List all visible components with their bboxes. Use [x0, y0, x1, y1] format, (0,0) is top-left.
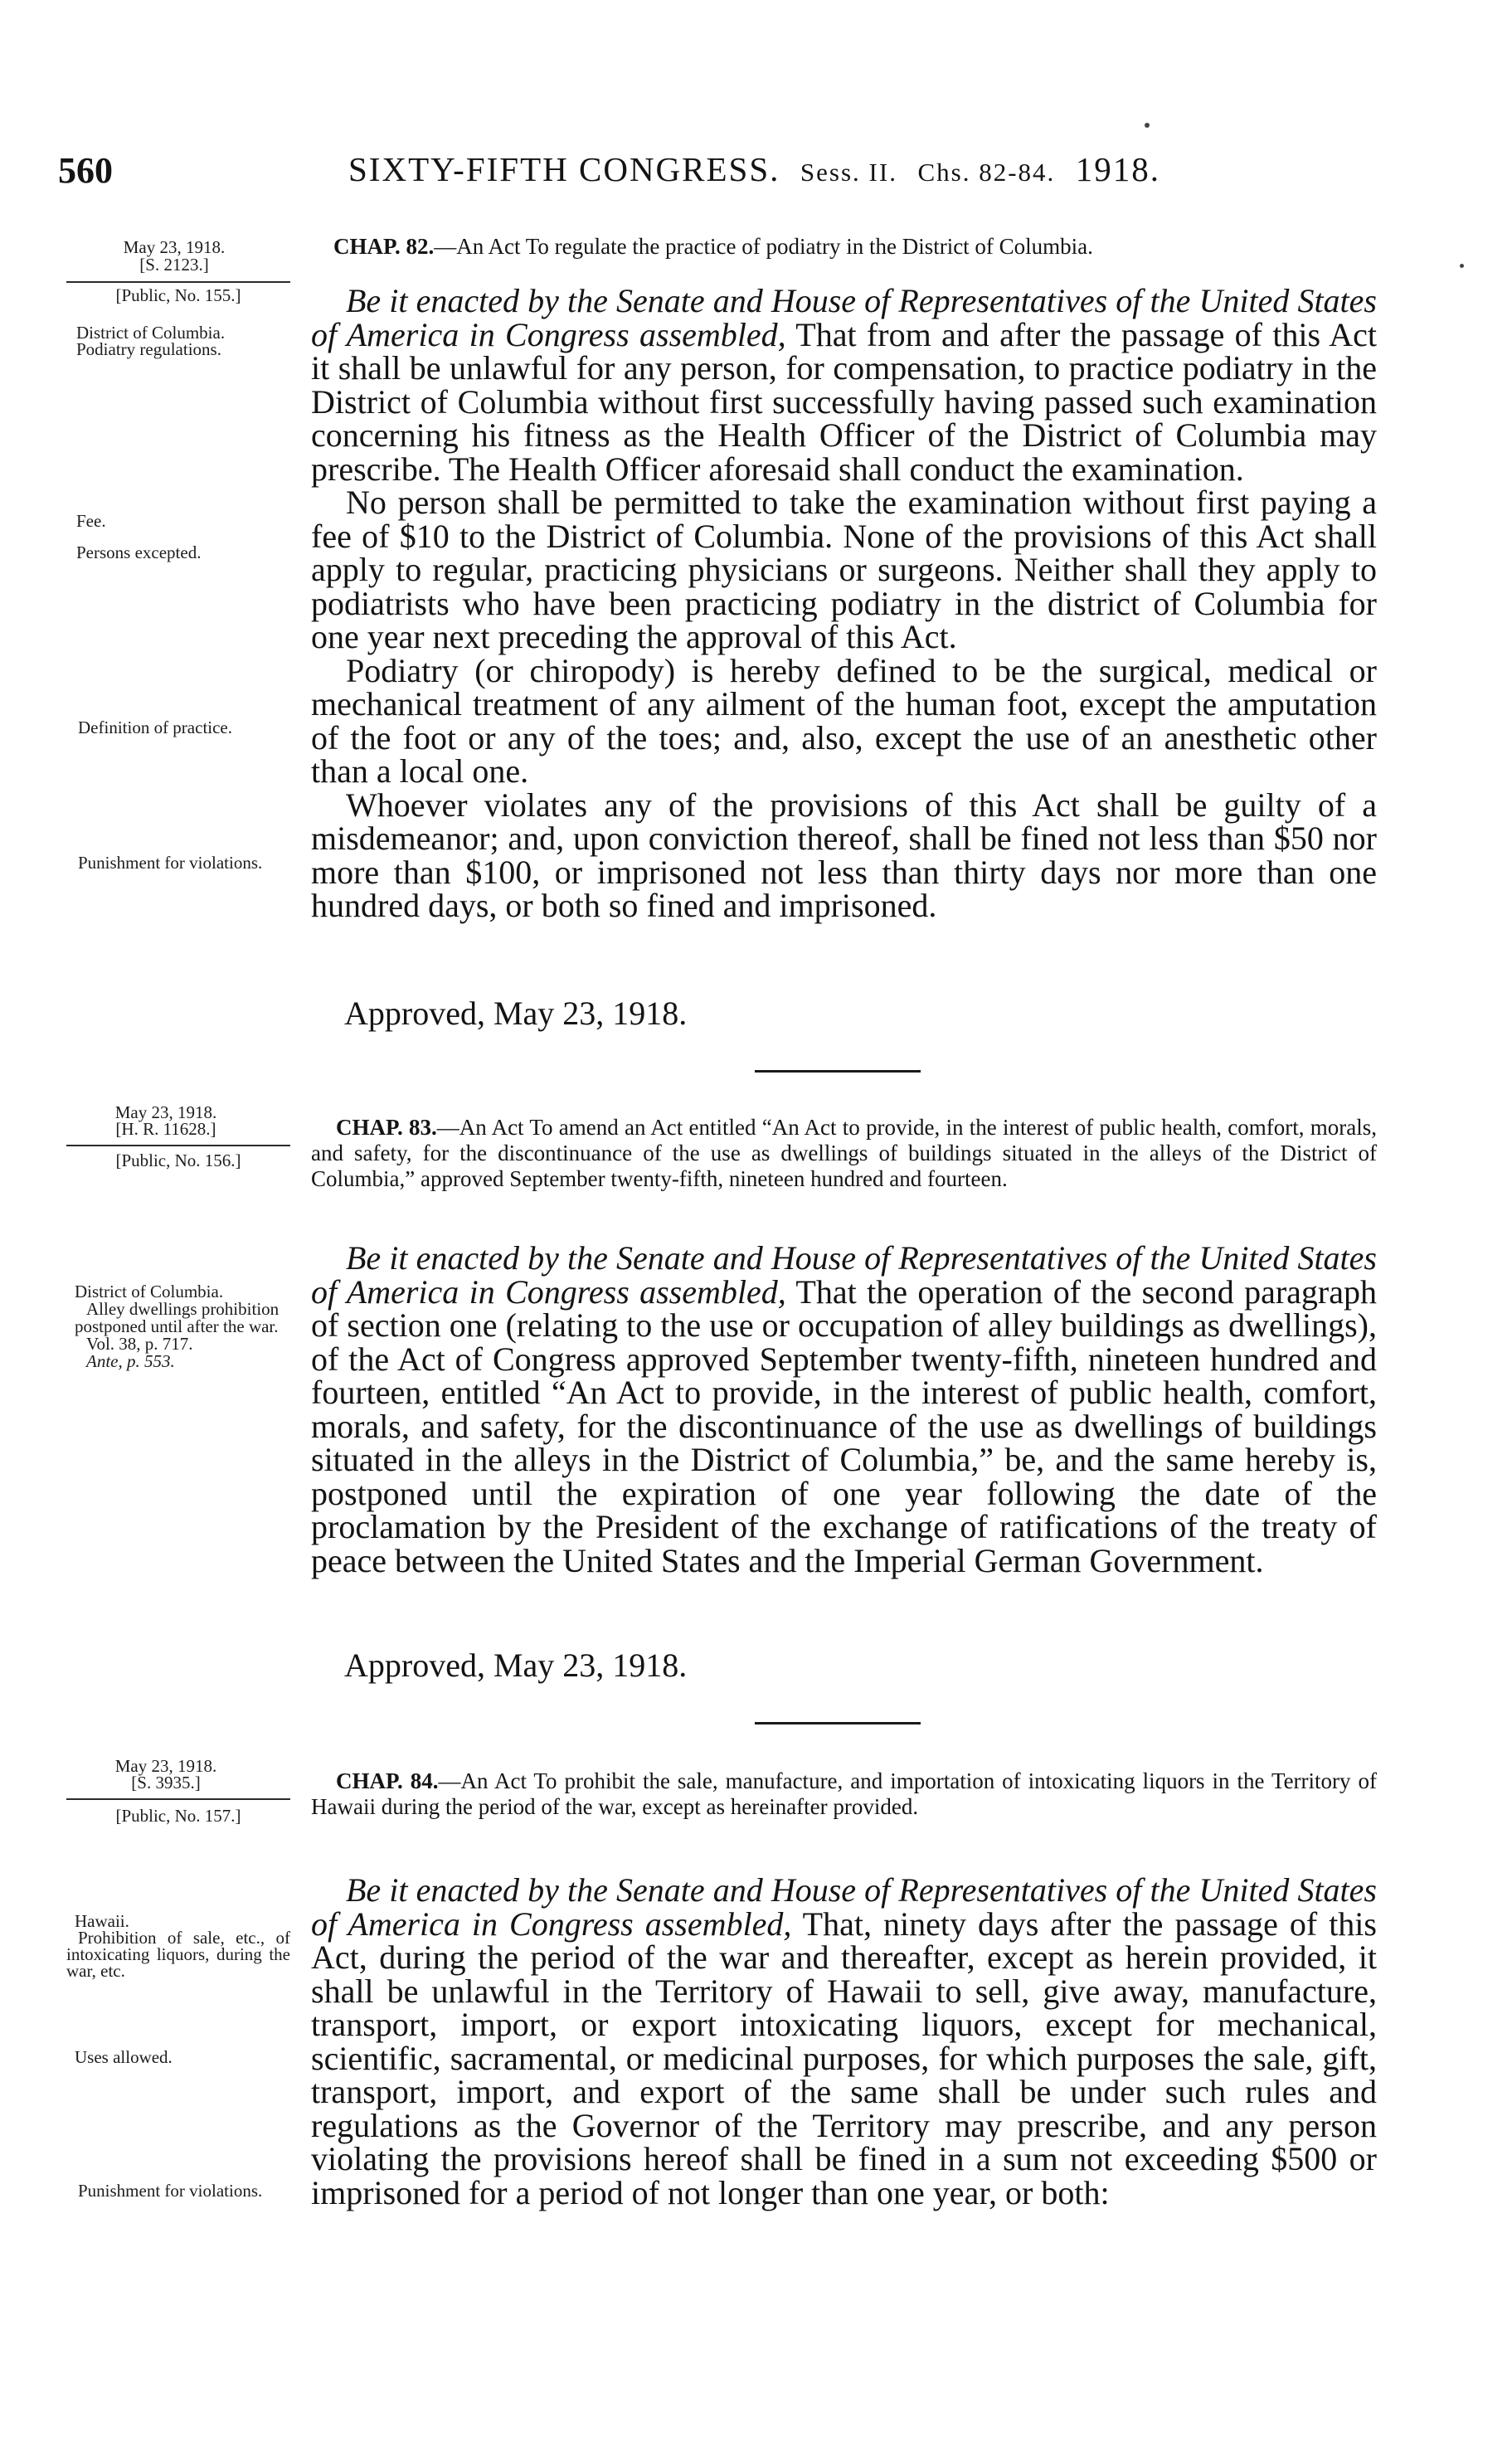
chap82-topic: District of Columbia.	[76, 323, 226, 343]
chap82-margin-definition: Definition of practice.	[78, 718, 233, 737]
chap84-topic: Hawaii.	[75, 1911, 129, 1931]
chap83-paragraph-1: That the operation of the second paragraph of section one (relating to the use or occupation of alley buildings as dwellings), of the Act of Congress approved September twenty-fifth, nineteen hundred and fourteen, entitled “An Act to provide, in the interest of public health, comfort, morals, and safety, for the discontinuance of the use as dwellings of buildings situated in the alleys in the District of Columbia,” be, and the same hereby is, postponed until the expiration of one year following the date of the proclamation by the President of the exchange of ratifications of the treaty of peace between the United States and the Imperial German Government.	[311, 1272, 1377, 1579]
chap82-paragraph-3: Podiatry (or chiropody) is hereby defined to be the surgical, medical or mechanical treatment of any ailment of the human foot, except the amputation of the foot or any of the toes; and, also, except the use of an anesthetic other than a local one.	[311, 651, 1377, 790]
chap82-title: —An Act To regulate the practice of podiatry in the District of Columbia.	[434, 234, 1093, 259]
chapters-label: Chs. 82-84.	[917, 158, 1056, 187]
chap84-heading	[311, 1768, 1377, 1820]
chap83-margin-rule	[66, 1145, 290, 1146]
chap82-approved: Approved, May 23, 1918.	[344, 995, 688, 1032]
chap84-margin-punishment: Punishment for violations.	[78, 2181, 263, 2201]
running-title	[348, 149, 1160, 189]
chap83-ref-ante: Ante, p. 553.	[86, 1351, 175, 1371]
chap84-margin-rule	[66, 1798, 290, 1800]
chap83-ref-vol: Vol. 38, p. 717.	[86, 1334, 193, 1354]
running-header	[58, 149, 1385, 199]
chap83-title: —An Act To amend an Act entitled “An Act to provide, in the interest of public health, comfort, morals, and safety, for the discontinuance of the use as dwellings of buildings situated in the alleys of the District of Columbia,” approved September twenty-fifth, nineteen hundred and fourteen.	[311, 1115, 1378, 1191]
chap83-date: May 23, 1918.	[114, 1102, 217, 1122]
chap82-heading	[333, 234, 1378, 260]
chap83-public-number: [Public, No. 156.]	[115, 1150, 241, 1170]
chap83-label: CHAP. 83.	[336, 1115, 437, 1140]
chap84-margin-uses: Uses allowed.	[75, 2047, 173, 2067]
chap83-subject: Alley dwellings prohibition postponed until after the war.	[75, 1299, 280, 1336]
congress-title: SIXTY-FIFTH CONGRESS.	[348, 150, 780, 188]
chap84-enacting-clause: Be it enacted by the Senate and House of Representatives of the United States of America in Congress assembled,	[311, 1871, 1377, 1943]
chap83-body	[311, 1239, 1377, 1579]
chap82-margin-fee: Fee.	[76, 511, 106, 531]
chap82-bill: [S. 2123.]	[139, 255, 209, 275]
chap83-approved: Approved, May 23, 1918.	[344, 1647, 688, 1684]
chap84-public-number: [Public, No. 157.]	[115, 1806, 241, 1826]
chap84-label: CHAP. 84.	[336, 1768, 439, 1793]
chap84-title: —An Act To prohibit the sale, manufacture, and importation of intoxicating liquors in the Territory of Hawaii during the period of the war, except as hereinafter provided.	[311, 1768, 1377, 1819]
chap82-paragraph-1: That from and after the passage of this Act it shall be unlawful for any person, for compensation, to practice podiatry in the District of Columbia without first successfully having passed such examination concerning his fitness as the Health Officer of the District of Columbia may prescribe. The Health Officer aforesaid shall conduct the examination.	[311, 315, 1378, 488]
chap82-paragraph-2: No person shall be permitted to take the examination without first paying a fee of $10 to the District of Columbia. None of the provisions of this Act shall apply to regular, practicing physicians or surgeons. Neither shall they apply to podiatrists who have been practicing podiatry in the district of Columbia for one year next preceding the approval of this Act.	[311, 484, 1377, 655]
scan-speck	[1460, 264, 1464, 268]
chap82-margin-punishment: Punishment for violations.	[78, 853, 263, 873]
chap84-body	[311, 1871, 1377, 2211]
chap84-paragraph-1: That, ninety days after the passage of this Act, during the period of the war and thereafter, except as herein provided, it shall be unlawful in the Territory of Hawaii to sell, give away, manufacture, transport, import, or export intoxicating liquors, except for mechanical, scientific, sacramental, or medicinal purposes, for which purposes the sale, gift, transport, import, and export of the same shall be under such rules and regulations as the Governor of the Territory may prescribe, and any person violating the provisions hereof shall be fined in a sum not exceeding $500 or imprisoned for a period of not longer than one year, or both:	[311, 1904, 1377, 2211]
chap82-label: CHAP. 82.	[333, 234, 435, 259]
chap84-bill: [S. 3935.]	[131, 1773, 201, 1793]
chap83-margin-notes	[75, 1283, 290, 1370]
chap82-subject: Podiatry regulations.	[76, 339, 221, 359]
chap83-bill: [H. R. 11628.]	[115, 1119, 216, 1139]
year-label: 1918.	[1075, 150, 1161, 188]
chap84-paragraph	[311, 1871, 1377, 2211]
scan-speck	[1145, 123, 1150, 128]
chap82-margin-rule	[66, 281, 290, 283]
chap82-public-number: [Public, No. 155.]	[115, 285, 241, 305]
page-number: 560	[58, 150, 113, 191]
chap82-margin-topic	[76, 324, 299, 358]
chap83-paragraph	[311, 1239, 1377, 1579]
chap84-margin-notes	[66, 1913, 290, 1979]
chap82-margin-persons: Persons excepted.	[76, 542, 202, 562]
section-divider	[755, 1070, 921, 1073]
chap82-enacting-clause: Be it enacted by the Senate and House of Representatives of the United States of America in Congress assembled,	[311, 282, 1377, 353]
chap84-subject: Prohibition of sale, etc., of intoxicating liquors, during the war, etc.	[66, 1928, 290, 1981]
chap82-date: May 23, 1918.	[123, 237, 226, 257]
chap83-topic: District of Columbia.	[75, 1282, 224, 1301]
chap82-body	[311, 282, 1378, 924]
section-divider	[755, 1722, 921, 1724]
chap82-paragraph	[311, 282, 1378, 488]
chap83-enacting-clause: Be it enacted by the Senate and House of Representatives of the United States of America in Congress assembled,	[311, 1239, 1377, 1311]
chap82-paragraph-4: Whoever violates any of the provisions of this Act shall be guilty of a misdemeanor; and, upon conviction thereof, shall be fined not less than $50 nor more than $100, or imprisoned not less than thirty days nor more than one hundred days, or both so fined and imprisoned.	[311, 786, 1377, 924]
chap83-heading	[311, 1115, 1377, 1192]
session-label: Sess. II.	[800, 158, 897, 187]
chap84-date: May 23, 1918.	[114, 1756, 217, 1776]
